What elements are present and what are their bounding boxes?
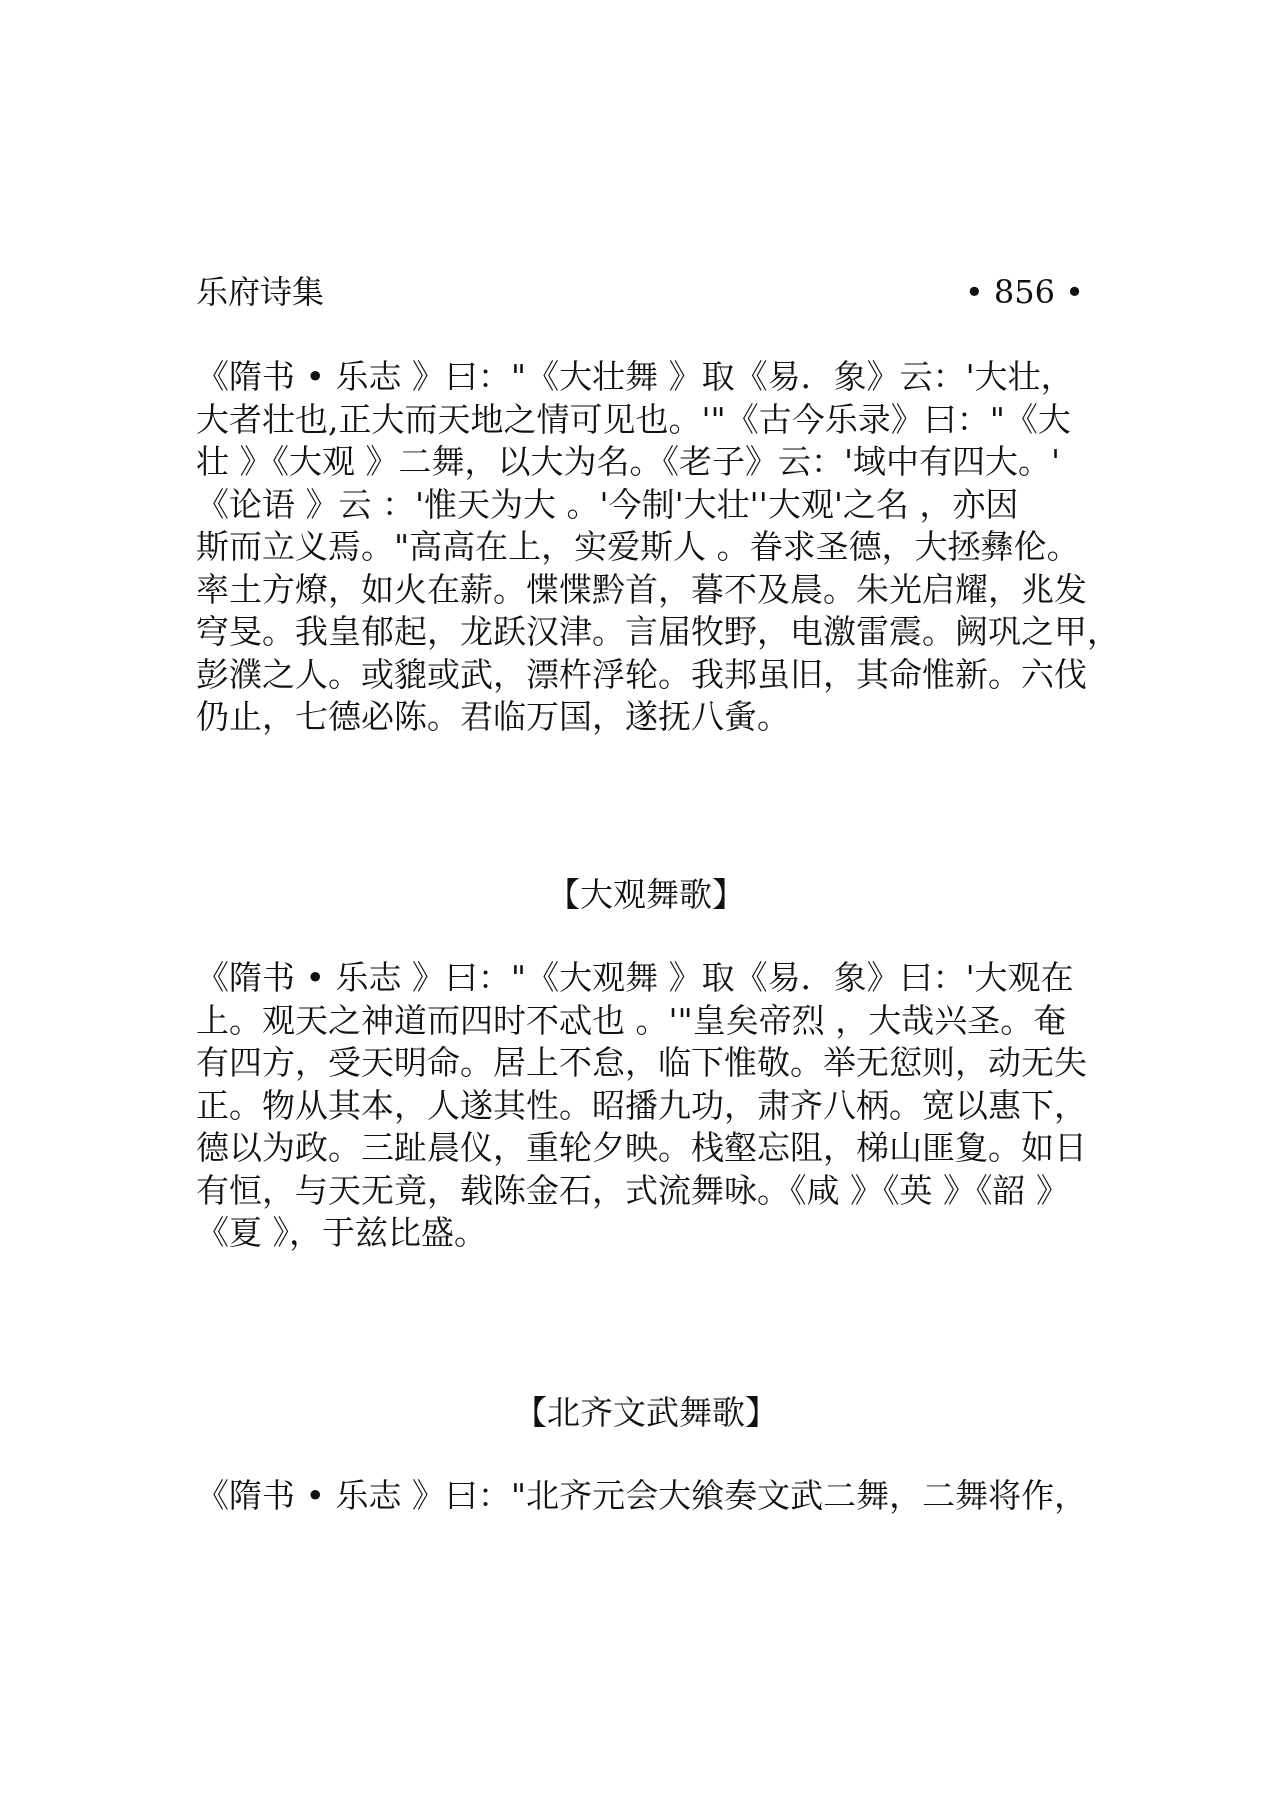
section-heading-daguan: 【大观舞歌】 — [547, 875, 745, 914]
text-line: 大者壮也,正大而天地之情可见也。'"《古今乐录》曰："《大 — [196, 399, 1071, 439]
text-line: 有四方，受天明命。居上不怠，临下惟敬。举无愆则，动无失 — [196, 1043, 1087, 1082]
text-line: 《夏 》，于兹比盛。 — [196, 1213, 487, 1252]
beiqi-paragraph — [196, 1475, 1096, 1518]
running-header — [196, 270, 1084, 314]
intro-paragraph — [196, 356, 1120, 739]
text-line: 《论语 》云 ：'惟天为大 。'今制'大壮''大观'之名 ，亦因 — [196, 484, 1019, 524]
daguan-paragraph — [196, 957, 1096, 1255]
text-line: 《隋书 • 乐志 》曰："《大观舞 》取《易．象》曰：'大观在 — [196, 958, 1074, 997]
text-line: 上。观天之神道而四时不忒也 。'"皇矣帝烈 ，大哉兴圣。奄 — [196, 1000, 1067, 1040]
text-line: 斯而立义焉。"高高在上，实爱斯人 。眷求圣德，大拯彝伦。 — [196, 527, 1080, 566]
text-line: 《隋书 • 乐志 》曰："《大壮舞 》取《易．象》云：'大壮， — [196, 357, 1074, 396]
text-line: 穹旻。我皇郁起，龙跃汉津。言届牧野，电激雷震。阙巩之甲， — [196, 612, 1120, 651]
book-title: 乐府诗集 — [196, 273, 325, 311]
text-line: 仍止，七德必陈。君临万国，遂抚八夤。 — [196, 697, 790, 736]
text-line: 德以为政。三趾晨仪，重轮夕映。栈壑忘阻，梯山匪夐。如日 — [196, 1128, 1087, 1167]
section-heading-beiqi: 【北齐文武舞歌】 — [514, 1393, 778, 1432]
text-line: 有恒，与天无竟，载陈金石，式流舞咏。《咸 》《英 》《韶 》 — [196, 1170, 1069, 1210]
text-line: 壮 》《大观 》二舞，以大为名。《老子》云：'域中有四大。' — [196, 442, 1061, 481]
text-line: 彭濮之人。或貔或武，漂杵浮轮。我邦虽旧，其命惟新。六伐 — [196, 654, 1087, 694]
page-number: • 856 • — [964, 273, 1084, 311]
text-line: 率土方燎，如火在薪。惵惵黔首，暮不及晨。朱光启耀，兆发 — [196, 569, 1087, 609]
text-line: 《隋书 • 乐志 》曰："北齐元会大飨奏文武二舞，二舞将作， — [196, 1476, 1088, 1515]
text-line: 正。物从其本，人遂其性。昭播九功，肃齐八柄。宽以惠下， — [196, 1085, 1087, 1125]
